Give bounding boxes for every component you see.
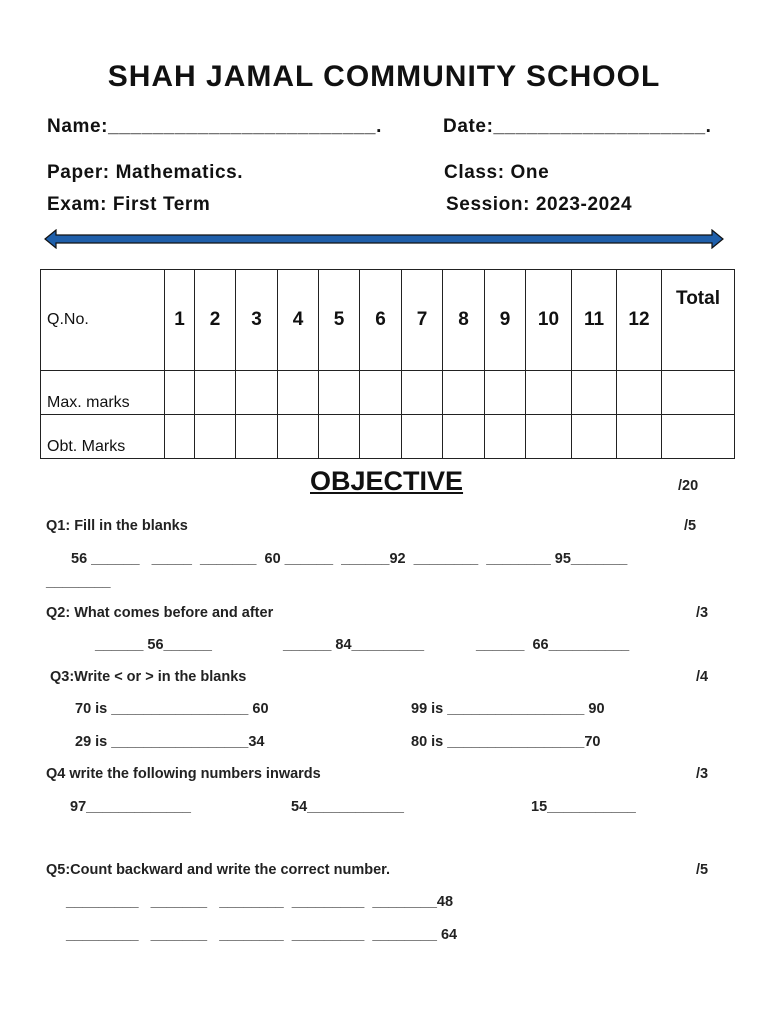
q4-blank-3[interactable]: 15___________ — [531, 799, 636, 815]
name-field[interactable]: Name:________________________. — [47, 116, 382, 137]
qno-3: 3 — [236, 270, 278, 371]
max-mark-cell[interactable] — [278, 371, 319, 415]
qno-header: Q.No. — [41, 270, 165, 371]
qno-6: 6 — [360, 270, 402, 371]
q3-blank-2[interactable]: 99 is _________________ 90 — [411, 701, 605, 717]
max-mark-cell[interactable] — [236, 371, 278, 415]
obt-mark-cell[interactable] — [572, 415, 617, 459]
q3-title: Q3:Write < or > in the blanks — [50, 669, 247, 685]
obt-mark-total-cell[interactable] — [662, 415, 735, 459]
q5-marks: /5 — [696, 862, 709, 878]
obt-mark-cell[interactable] — [443, 415, 485, 459]
school-title: SHAH JAMAL COMMUNITY SCHOOL — [107, 60, 661, 93]
q5-line-2[interactable]: _________ _______ ________ _________ ________ 64 — [66, 927, 458, 943]
q5-title: Q5:Count backward and write the correct number. — [46, 862, 391, 878]
max-mark-cell[interactable] — [165, 371, 195, 415]
qno-8: 8 — [443, 270, 485, 371]
max-mark-cell[interactable] — [572, 371, 617, 415]
obt-mark-cell[interactable] — [485, 415, 526, 459]
qno-10: 10 — [526, 270, 572, 371]
class-label: Class: One — [444, 162, 550, 183]
q5-line-1[interactable]: _________ _______ ________ _________ ________48 — [66, 894, 454, 910]
max-marks-label: Max. marks — [41, 371, 165, 415]
qno-4: 4 — [278, 270, 319, 371]
obt-mark-cell[interactable] — [195, 415, 236, 459]
q4-blank-1[interactable]: 97_____________ — [70, 799, 191, 815]
q4-marks: /3 — [696, 766, 709, 782]
section-marks: /20 — [678, 478, 699, 494]
q2-blank-3[interactable]: ______ 66__________ — [476, 637, 630, 653]
double-arrow-divider — [44, 229, 724, 249]
q2-blank-2[interactable]: ______ 84_________ — [283, 637, 425, 653]
q2-marks: /3 — [696, 605, 709, 621]
max-mark-cell[interactable] — [360, 371, 402, 415]
obt-mark-cell[interactable] — [402, 415, 443, 459]
max-mark-cell[interactable] — [526, 371, 572, 415]
max-mark-cell[interactable] — [402, 371, 443, 415]
qno-9: 9 — [485, 270, 526, 371]
qno-2: 2 — [195, 270, 236, 371]
obt-mark-cell[interactable] — [236, 415, 278, 459]
q3-blank-3[interactable]: 29 is _________________34 — [75, 734, 265, 750]
q1-line-2[interactable]: ________ — [46, 574, 111, 590]
section-title: OBJECTIVE — [310, 466, 464, 496]
q4-title: Q4 write the following numbers inwards — [46, 766, 321, 782]
qno-1: 1 — [165, 270, 195, 371]
q3-marks: /4 — [696, 669, 709, 685]
obt-mark-cell[interactable] — [526, 415, 572, 459]
qno-12: 12 — [617, 270, 662, 371]
max-mark-cell[interactable] — [195, 371, 236, 415]
q2-title: Q2: What comes before and after — [46, 605, 274, 621]
max-mark-total-cell[interactable] — [662, 371, 735, 415]
q3-blank-4[interactable]: 80 is _________________70 — [411, 734, 601, 750]
obt-mark-cell[interactable] — [617, 415, 662, 459]
obt-marks-label: Obt. Marks — [41, 415, 165, 459]
q2-blank-1[interactable]: ______ 56______ — [95, 637, 212, 653]
date-field[interactable]: Date:___________________. — [443, 116, 712, 137]
exam-label: Exam: First Term — [47, 194, 211, 215]
q4-blank-2[interactable]: 54____________ — [291, 799, 404, 815]
qno-5: 5 — [319, 270, 360, 371]
total-header: Total — [662, 270, 735, 371]
max-mark-cell[interactable] — [617, 371, 662, 415]
obt-mark-cell[interactable] — [319, 415, 360, 459]
max-mark-cell[interactable] — [443, 371, 485, 415]
obt-mark-cell[interactable] — [360, 415, 402, 459]
session-label: Session: 2023-2024 — [446, 194, 633, 215]
max-mark-cell[interactable] — [485, 371, 526, 415]
q1-title: Q1: Fill in the blanks — [46, 518, 188, 534]
q3-blank-1[interactable]: 70 is _________________ 60 — [75, 701, 269, 717]
marks-table — [40, 269, 735, 459]
obt-mark-cell[interactable] — [278, 415, 319, 459]
qno-7: 7 — [402, 270, 443, 371]
divider-arrow-shape — [45, 230, 723, 248]
obt-mark-cell[interactable] — [165, 415, 195, 459]
q1-marks: /5 — [684, 518, 697, 534]
max-mark-cell[interactable] — [319, 371, 360, 415]
qno-11: 11 — [572, 270, 617, 371]
paper-label: Paper: Mathematics. — [47, 162, 244, 183]
q1-line-1[interactable]: 56 ______ _____ _______ 60 ______ ______92 ________ ________ 95_______ — [71, 551, 628, 567]
